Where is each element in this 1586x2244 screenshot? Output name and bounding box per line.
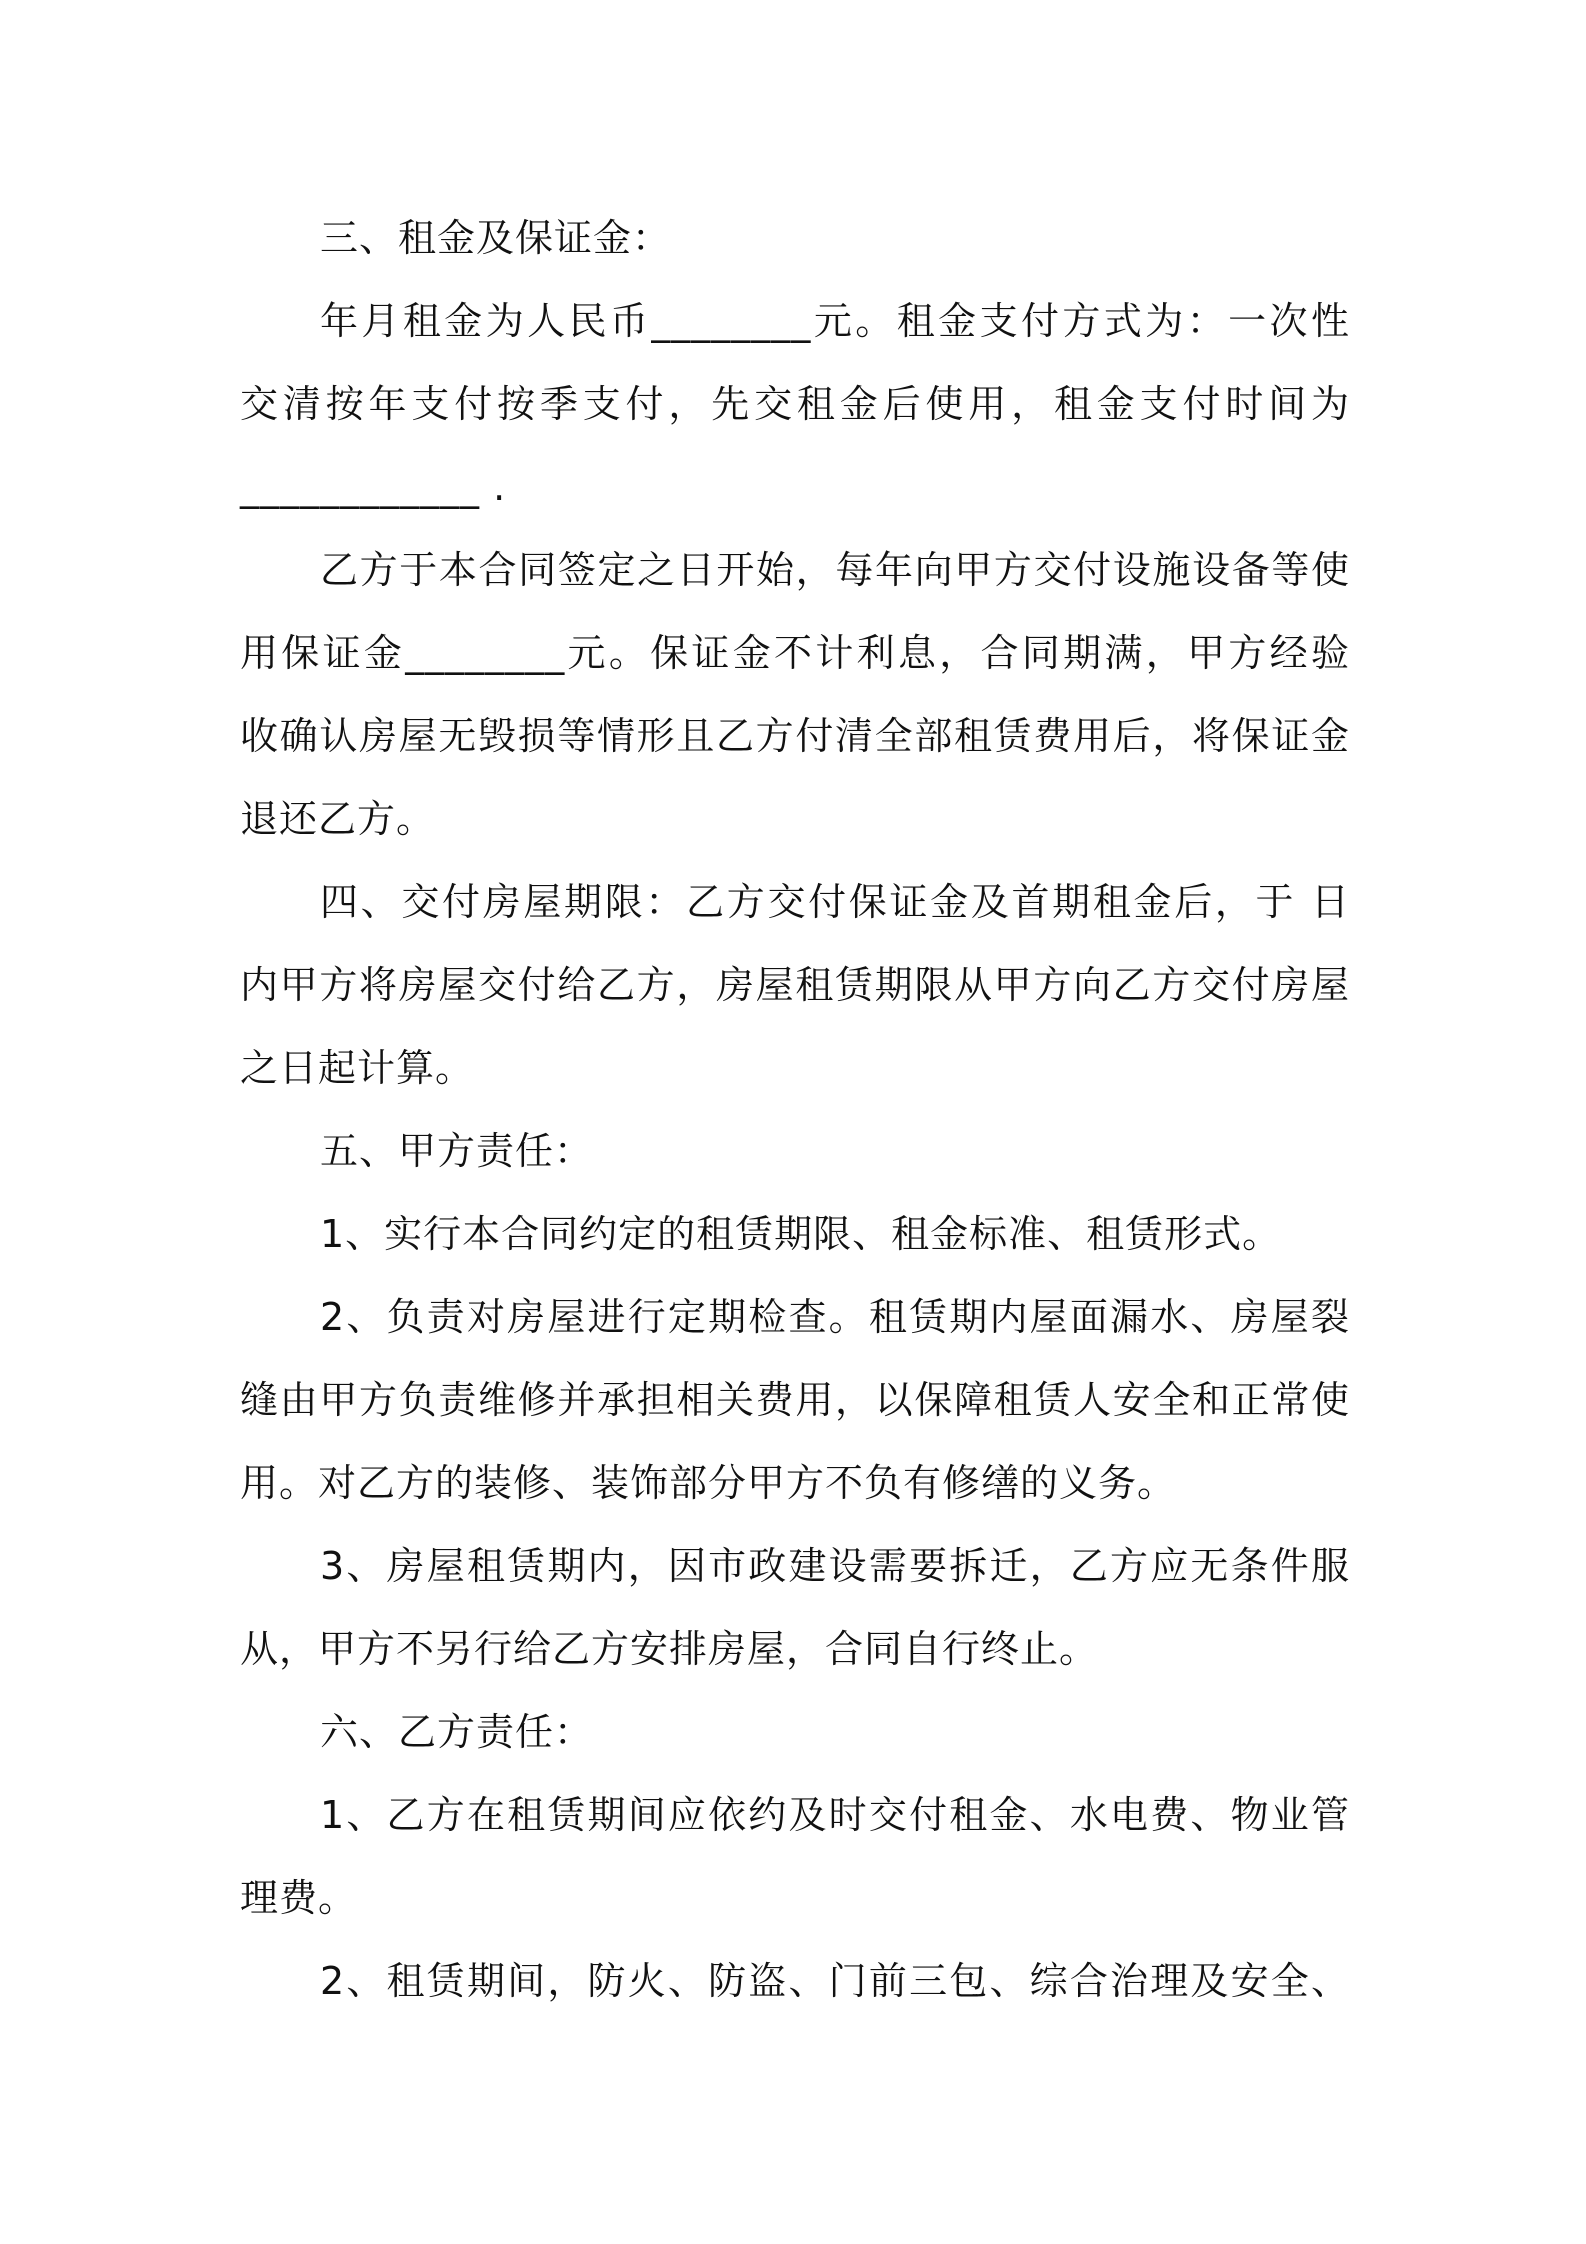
document-body (240, 197, 1350, 2023)
section-heading-rent-deposit: 三、租金及保证金： (320, 216, 672, 260)
section-heading-party-b: 六、乙方责任： (320, 1710, 594, 1754)
list-item: 2、租赁期间，防火、防盗、门前三包、综合治理及安全、 (320, 1959, 1350, 2003)
list-item: 1、实行本合同约定的租赁期限、租金标准、租赁形式。 (320, 1212, 1282, 1256)
section-heading-delivery-period: 四、交付房屋期限：乙方交付保证金及首期租金后，于 日 (320, 880, 1350, 924)
paragraph-line: 内甲方将房屋交付给乙方，房屋租赁期限从甲方向乙方交付房屋 (240, 963, 1350, 1007)
list-item: 3、房屋租赁期内，因市政建设需要拆迁，乙方应无条件服 (320, 1544, 1350, 1588)
list-item: 1、乙方在租赁期间应依约及时交付租金、水电费、物业管 (320, 1793, 1350, 1837)
paragraph-line: ____________ . (240, 465, 507, 509)
paragraph-line: 交清按年支付按季支付，先交租金后使用，租金支付时间为 (240, 382, 1350, 426)
section-heading-party-a: 五、甲方责任： (320, 1129, 594, 1173)
paragraph-line: 从，甲方不另行给乙方安排房屋，合同自行终止。 (240, 1627, 1099, 1671)
paragraph-line: 收确认房屋无毁损等情形且乙方付清全部租赁费用后，将保证金 (240, 714, 1350, 758)
paragraph-line: 乙方于本合同签定之日开始，每年向甲方交付设施设备等使 (320, 548, 1350, 592)
list-item: 2、负责对房屋进行定期检查。租赁期内屋面漏水、房屋裂 (320, 1295, 1350, 1339)
paragraph-line: 理费。 (240, 1876, 358, 1920)
paragraph-line: 之日起计算。 (240, 1046, 475, 1090)
paragraph-line: 年月租金为人民币________元。租金支付方式为：一次性 (320, 299, 1350, 343)
paragraph-line: 退还乙方。 (240, 797, 436, 841)
paragraph-line: 缝由甲方负责维修并承担相关费用，以保障租赁人安全和正常使 (240, 1378, 1350, 1422)
paragraph-line: 用。对乙方的装修、装饰部分甲方不负有修缮的义务。 (240, 1461, 1177, 1505)
paragraph-line: 用保证金________元。保证金不计利息，合同期满，甲方经验 (240, 631, 1350, 675)
